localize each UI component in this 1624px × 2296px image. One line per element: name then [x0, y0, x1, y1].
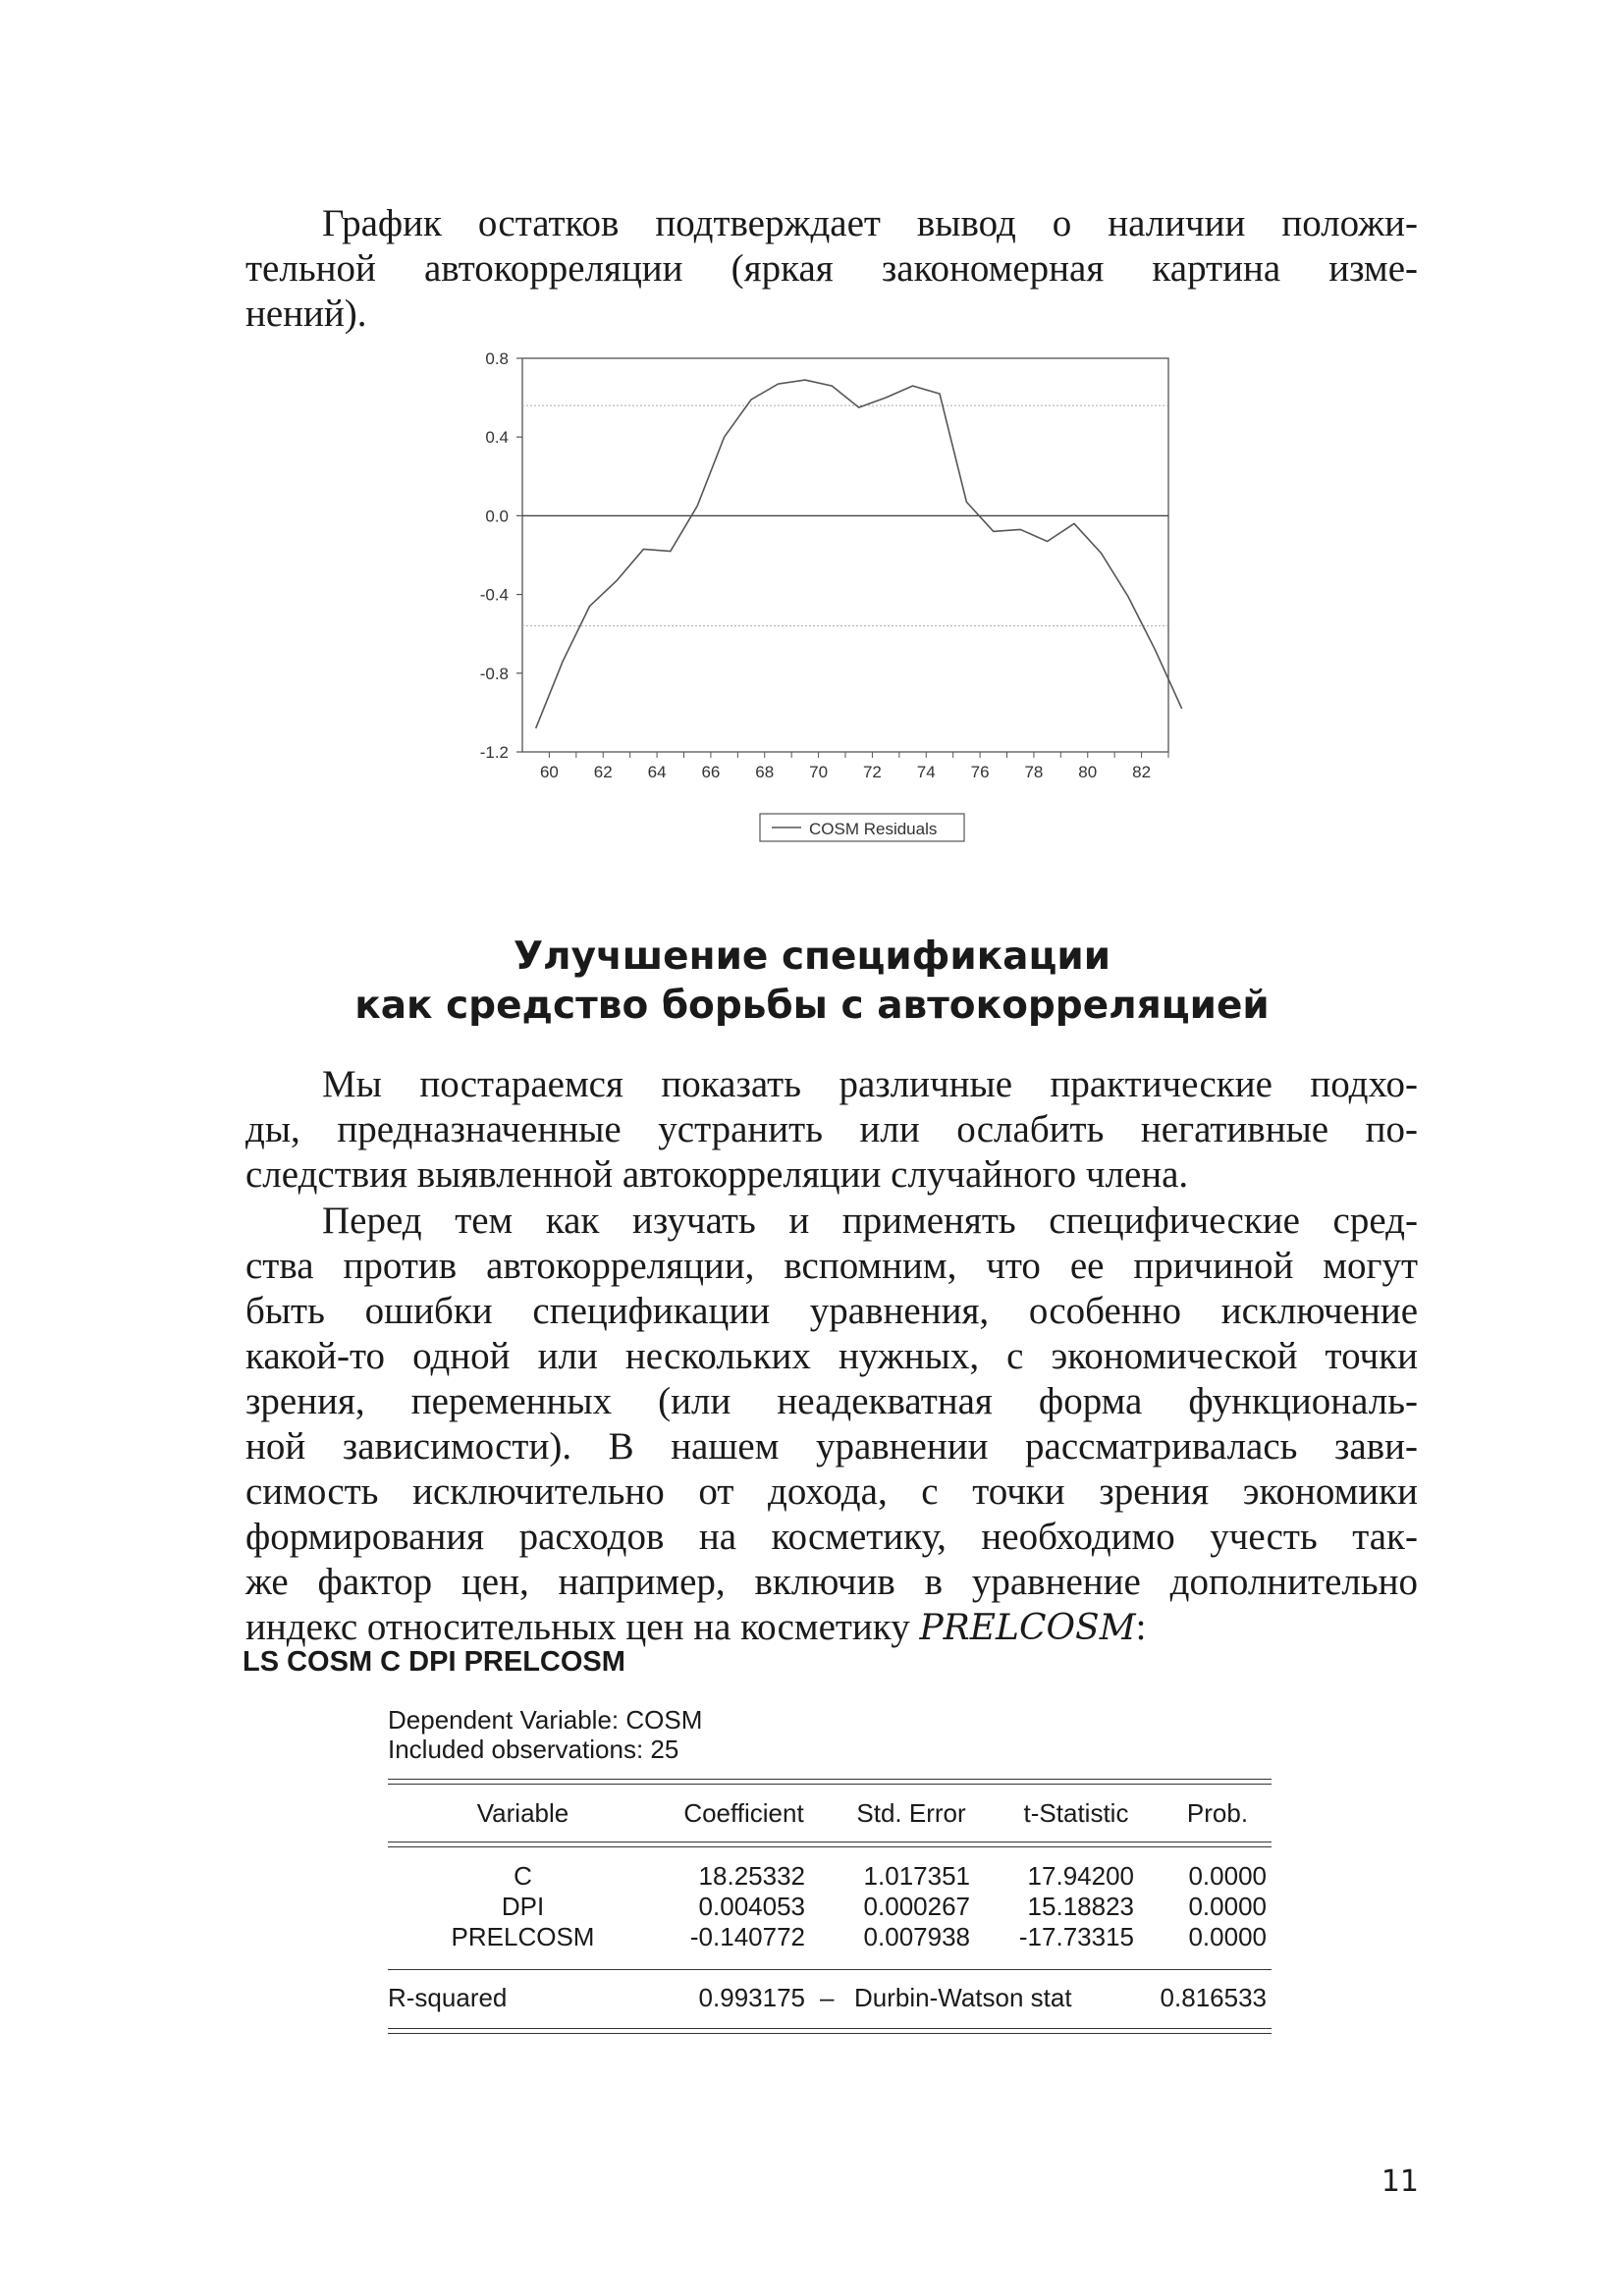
cell-t-statistic: 15.18823	[1027, 1892, 1134, 1921]
stat-dash: –	[820, 1983, 835, 2012]
cell-std-error: 0.000267	[863, 1892, 970, 1921]
stat-r-squared-label: R-squared	[388, 1983, 508, 2012]
chart-legend	[760, 814, 964, 841]
table-rule-bottom-2	[388, 2033, 1272, 2034]
plot-frame	[522, 358, 1168, 752]
cell-prob: 0.0000	[1188, 1861, 1267, 1891]
text-line: ства против автокорреляции, вспомним, что ее причиной могут	[245, 1245, 1418, 1287]
command-line: LS COSM C DPI PRELCOSM	[243, 1646, 625, 1678]
cell-std-error: 0.007938	[863, 1922, 970, 1951]
y-tick-label: -1.2	[479, 743, 509, 762]
text-line: ной зависимости). В нашем уравнении рассматривалась зави-	[245, 1425, 1418, 1468]
text-line: тельной автокорреляции (яркая закономерная картина изме-	[245, 247, 1418, 290]
x-tick-label: 76	[970, 763, 990, 781]
series-line-cosm-residuals	[536, 380, 1182, 728]
x-tick-label: 80	[1078, 763, 1098, 781]
dependent-variable: Dependent Variable: COSM	[388, 1705, 703, 1735]
x-tick-label: 64	[647, 763, 667, 781]
y-tick-label: 0.8	[485, 349, 509, 368]
cell-variable: PRELCOSM	[451, 1922, 595, 1951]
table-rule-mid-2	[388, 1846, 1272, 1847]
text-line: зрения, переменных (или неадекватная форма функциональ-	[245, 1380, 1418, 1422]
text-line: ды, предназначенные устранить или ослабить негативные по-	[245, 1108, 1418, 1150]
stat-r-squared-value: 0.993175	[698, 1983, 805, 2012]
text-line-last	[245, 1605, 1418, 1651]
variable-prelcosm: PRELCOSM	[919, 1608, 1136, 1648]
x-tick-label: 68	[755, 763, 775, 781]
x-tick-label: 72	[862, 763, 882, 781]
header-t-statistic: t-Statistic	[1023, 1798, 1129, 1828]
text-line: Перед тем как изучать и применять специфические сред-	[322, 1200, 1418, 1242]
cell-prob: 0.0000	[1188, 1892, 1267, 1921]
text-line: какой-то одной или нескольких нужных, с экономической точки	[245, 1335, 1418, 1377]
stat-dw-value: 0.816533	[1160, 1983, 1267, 2012]
intro-paragraph	[245, 201, 1418, 337]
table-rule-stats	[388, 1969, 1272, 1970]
x-tick-label: 66	[701, 763, 721, 781]
cell-t-statistic: 17.94200	[1027, 1861, 1134, 1891]
y-tick-label: 0.0	[485, 507, 509, 526]
header-prob: Prob.	[1186, 1798, 1249, 1828]
chart-axes	[522, 358, 1168, 752]
x-ticks	[540, 752, 1168, 781]
residuals-chart	[461, 339, 1208, 859]
section-heading	[0, 933, 1624, 1031]
x-tick-label: 60	[539, 763, 559, 781]
heading-line-2: как средство борьбы с автокорреляцией	[354, 984, 1270, 1028]
y-tick-label: -0.8	[479, 664, 509, 683]
text: индекс относительных цен на косметику	[245, 1606, 920, 1648]
cell-variable: DPI	[501, 1892, 545, 1921]
text-line: формирования расходов на косметику, необходимо учесть так-	[245, 1516, 1418, 1558]
cell-coefficient: -0.140772	[689, 1922, 805, 1951]
cell-std-error: 1.017351	[863, 1861, 970, 1891]
table-rule-bottom-1	[388, 2028, 1272, 2029]
x-tick-label: 62	[593, 763, 613, 781]
header-variable: Variable	[476, 1798, 569, 1828]
cell-variable: C	[514, 1861, 532, 1891]
page-number: 11	[1380, 2164, 1419, 2199]
legend-label: COSM Residuals	[809, 820, 938, 838]
text-line: Мы постараемся показать различные практические подхо-	[322, 1063, 1418, 1105]
cell-t-statistic: -17.73315	[1018, 1922, 1134, 1951]
x-tick-label: 74	[916, 763, 936, 781]
cell-prob: 0.0000	[1188, 1922, 1267, 1951]
included-observations: Included observations: 25	[388, 1735, 679, 1764]
table-rule-top-1	[388, 1779, 1272, 1780]
cell-coefficient: 0.004053	[698, 1892, 805, 1921]
reference-lines	[522, 405, 1168, 626]
text-line: следствия выявленной автокорреляции случайного члена.	[245, 1153, 1189, 1196]
colon: :	[1135, 1606, 1147, 1648]
text-line: График остатков подтверждает вывод о наличии положи-	[322, 202, 1418, 244]
x-tick-label: 70	[809, 763, 829, 781]
paragraph-2	[245, 1199, 1418, 1651]
x-tick-label: 78	[1024, 763, 1044, 781]
y-ticks	[480, 349, 522, 762]
text-line: быть ошибки спецификации уравнения, особенно исключение	[245, 1290, 1418, 1332]
y-tick-label: -0.4	[479, 585, 509, 605]
heading-line-1: Улучшение спецификации	[513, 934, 1111, 979]
cell-coefficient: 18.25332	[698, 1861, 805, 1891]
x-tick-label: 82	[1132, 763, 1152, 781]
stat-dw-label: Durbin-Watson stat	[854, 1983, 1072, 2012]
paragraph-1	[245, 1062, 1418, 1198]
header-std-error: Std. Error	[856, 1798, 966, 1828]
text-line: нений).	[245, 293, 367, 335]
header-coefficient: Coefficient	[683, 1798, 804, 1828]
text-line: симость исключительно от дохода, с точки зрения экономики	[245, 1470, 1418, 1513]
table-rule-top-2	[388, 1784, 1272, 1785]
y-tick-label: 0.4	[485, 428, 509, 448]
text-line: же фактор цен, например, включив в уравнение дополнительно	[245, 1561, 1418, 1603]
